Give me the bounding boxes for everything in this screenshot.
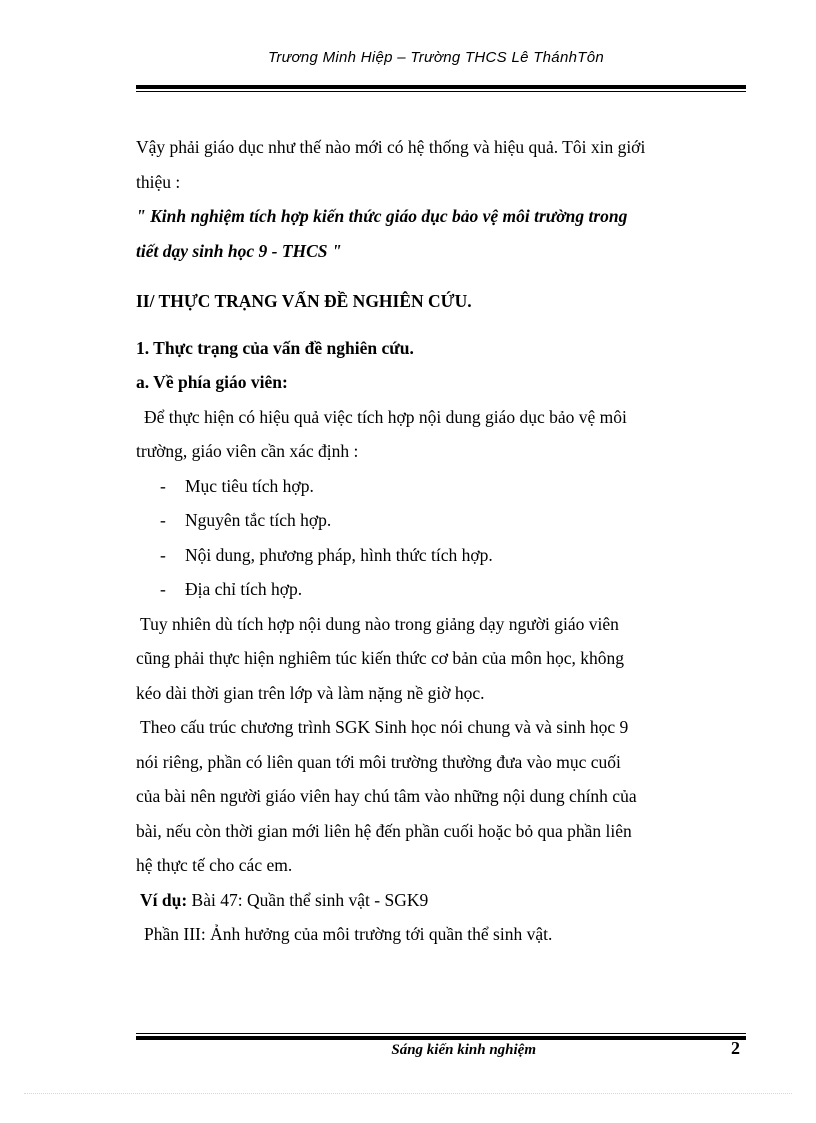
example-line (136, 883, 746, 918)
paragraph-line: cũng phải thực hiện nghiêm túc kiến thức cơ bản của môn học, không (136, 648, 624, 668)
paragraph-line: Theo cấu trúc chương trình SGK Sinh học nói chung và và sinh học 9 (140, 717, 629, 737)
spacer (136, 268, 746, 284)
bullet-text: Địa chỉ tích hợp. (185, 579, 303, 599)
paragraph-line: kéo dài thời gian trên lớp và làm nặng nề giờ học. (136, 682, 485, 703)
header-rule-thin (136, 91, 746, 92)
footer-rule-thick (136, 1036, 746, 1040)
page-body (136, 130, 746, 952)
bullet-dash: - (160, 544, 166, 565)
part-line: Phần III: Ảnh hưởng của môi trường tới quần thể sinh vật. (144, 924, 553, 944)
bullet-text: Nội dung, phương pháp, hình thức tích hợp. (185, 544, 493, 565)
bullet-item (136, 572, 746, 607)
footer-text: Sáng kiến kinh nghiệm (391, 1042, 536, 1058)
bullet-dash: - (160, 579, 166, 599)
subheading-a: a. Về phía giáo viên: (136, 372, 288, 392)
bullet-dash: - (160, 475, 166, 496)
paragraph-line: nói riêng, phần có liên quan tới môi trường thường đưa vào mục cuối (136, 751, 621, 772)
subheading-1: 1. Thực trạng của vấn đề nghiên cứu. (136, 337, 414, 358)
bullet-text: Nguyên tắc tích hợp. (185, 510, 332, 530)
header-rule-thick (136, 85, 746, 89)
example-text: Bài 47: Quần thể sinh vật - SGK9 (187, 889, 429, 910)
header-text: Trương Minh Hiệp – Trường THCS Lê ThánhTôn (268, 49, 604, 66)
paragraph-line: của bài nên người giáo viên hay chú tâm vào những nội dung chính của (136, 786, 637, 806)
paragraph-line: hệ thực tế cho các em. (136, 855, 293, 875)
section-heading: II/ THỰC TRẠNG VẤN ĐỀ NGHIÊN CỨU. (136, 291, 472, 311)
paragraph-line: Tuy nhiên dù tích hợp nội dung nào trong giảng dạy người giáo viên (140, 613, 619, 634)
document-title-line: " Kinh nghiệm tích hợp kiến thức giáo dục bảo vệ môi trường trong (136, 206, 628, 226)
bullet-item (136, 538, 746, 573)
bullet-dash: - (160, 510, 166, 530)
document-title-line: tiết dạy sinh học 9 - THCS " (136, 240, 342, 261)
bullet-text: Mục tiêu tích hợp. (185, 475, 314, 496)
bullet-item (136, 469, 746, 504)
bullet-item (136, 503, 746, 538)
example-label: Ví dụ: (140, 889, 188, 910)
paragraph-line: trường, giáo viên cần xác định : (136, 441, 359, 461)
intro-line: thiệu : (136, 171, 181, 192)
paragraph-line: Để thực hiện có hiệu quả việc tích hợp nội dung giáo dục bảo vệ môi (144, 406, 627, 427)
intro-line: Vậy phải giáo dục như thế nào mới có hệ thống và hiệu quả. Tôi xin giới (136, 137, 646, 157)
spacer (136, 319, 746, 331)
footer-rule-thin (136, 1033, 746, 1034)
page-edge-divider (24, 1093, 792, 1094)
paragraph-line: bài, nếu còn thời gian mới liên hệ đến phần cuối hoặc bỏ qua phần liên (136, 820, 632, 841)
page-number: 2 (731, 1038, 740, 1058)
